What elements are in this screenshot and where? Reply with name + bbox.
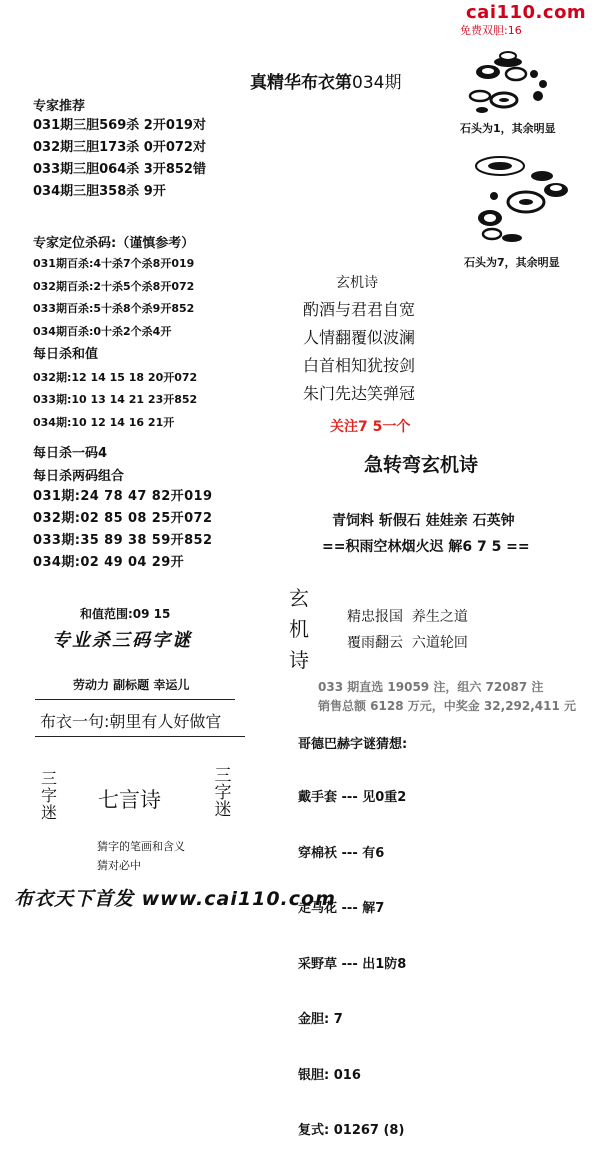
page-title [250,68,401,93]
goethe-heading: 哥德巴赫字谜猜想: [298,737,408,752]
list-item: 银胆: 016 [298,1067,361,1083]
list-item: 复式: 01267 (8) [298,1123,405,1138]
position-kill-list [33,253,197,435]
turn-title: 急转弯玄机诗 [364,454,479,476]
seven-poem-title: 七言诗 [98,788,161,812]
site-logo-url: cai110.com [466,2,587,23]
poem-heading: 玄机诗 [336,275,378,291]
poem-line: 朱门先达笑弹冠 [303,384,416,403]
stone-puzzle-image [458,44,550,116]
list-item: 033期:10 13 14 21 23开852 [33,393,198,407]
stone-puzzle-image [460,152,580,244]
xuanji-line: 覆雨翻云 六道轮回 [347,635,468,651]
xuanji-char: 诗 [289,648,309,672]
list-item: 034期百杀:0十杀2个杀4开 [33,325,172,339]
riddle-hint: 猜字的笔画和含义 [97,840,185,853]
list-item: 戴手套 --- 见0重2 [298,790,407,805]
expert-heading: 专家推荐 [33,99,86,114]
list-item: 031期:24 78 47 82开019 [33,489,213,504]
poem-line: 人情翻覆似波澜 [303,328,416,347]
turn-line: 青饲料 斩假石 娃娃亲 石英钟 [332,513,515,529]
xuanji-vertical [288,583,310,676]
buyi-line: 布衣一句:朝里有人好做官 [40,712,222,731]
list-item: 031期百杀:4十杀7个杀8开019 [33,257,195,270]
list-item: 032期:02 85 08 25开072 [33,511,213,526]
riddle-title: 专业杀三码字谜 [52,630,192,651]
two-code-heading: 每日杀两码组合 [33,469,125,484]
sum-kill-heading: 每日杀和值 [33,346,99,362]
list-item: 031期三胆569杀 2开019对 [33,118,206,133]
goethe-list [298,752,406,1159]
riddle-left-vertical: 三字迷 [40,769,57,822]
riddle-right-vertical: 三字迷 [214,766,232,820]
list-item: 走马花 --- 解7 [298,901,385,916]
xuanji-char: 玄 [289,586,309,610]
free-pick-label: 免费双胆:16 [460,24,522,37]
list-item: 034期三胆358杀 9开 [33,184,166,199]
title-issue: 034期 [352,73,402,93]
stone-caption: 石头为7，其余明显 [464,256,560,269]
footer-banner: 布衣天下首发 www.cai110.com [14,888,336,910]
divider [35,699,235,700]
title-main: 真精华布衣第 [250,73,352,93]
list-item: 采野草 --- 出1防8 [298,956,407,972]
poem-lines [303,296,415,408]
list-item: 金胆: 7 [298,1012,343,1027]
position-kill-heading: 专家定位杀码:（谨慎参考） [33,236,195,251]
list-item: 032期百杀:2十杀5个杀8开072 [33,279,195,293]
list-item: 032期:12 14 15 18 20开072 [33,370,198,384]
daily-one-code: 每日杀一码4 [33,446,108,461]
expert-list [33,115,206,203]
riddle-words: 劳动力 副标题 幸运儿 [73,678,190,692]
list-item: 032期三胆173杀 0开072对 [33,140,206,155]
list-item: 033期百杀:5十杀8个杀9开852 [33,302,195,316]
list-item: 033期三胆064杀 3开852错 [33,162,206,177]
sales-line: 033 期直选 19059 注，组六 72087 注 [318,680,544,694]
list-item: 穿棉袄 --- 有6 [298,845,385,861]
follow-numbers: 关注7 5一个 [330,419,411,435]
sales-line: 销售总额 6128 万元，中奖金 32,292,411 元 [318,699,577,713]
turn-line: ==积雨空林烟火迟 解6 7 5 == [322,539,530,555]
list-item: 034期:02 49 04 29开 [33,555,185,570]
poem-line: 酌酒与君君自宽 [303,300,416,319]
xuanji-char: 机 [289,617,309,641]
sum-range: 和值范围:09 15 [80,607,171,621]
xuanji-line: 精忠报国 养生之道 [347,609,468,625]
list-item: 034期:10 12 14 16 21开 [33,415,175,429]
stone-caption: 石头为1，其余明显 [460,122,556,135]
list-item: 033期:35 89 38 59开852 [33,533,213,548]
riddle-hint: 猜对必中 [97,859,141,872]
poem-line: 白首相知犹按剑 [303,356,416,375]
two-code-list [33,486,212,574]
divider [35,736,245,737]
